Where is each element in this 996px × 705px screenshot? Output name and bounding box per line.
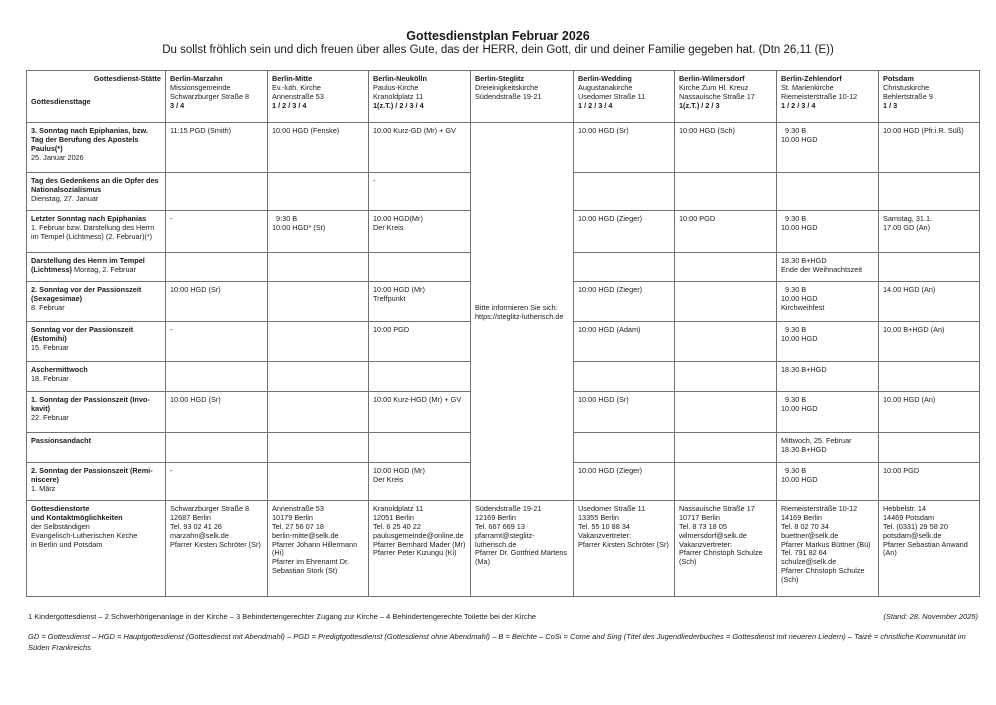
cell-line: niscere) xyxy=(31,474,59,484)
service-cell xyxy=(777,123,879,173)
service-cell xyxy=(268,362,369,392)
parish-church: Kirche Zum Hl. Kreuz xyxy=(679,82,749,92)
service-cell xyxy=(675,211,777,253)
parish-address: Nassauische Straße 17 xyxy=(679,91,755,101)
cell-line: Pfarrer Johann Hillermann xyxy=(272,539,358,549)
cell-line: 10:00 Kurz-HGD (Mr) + GV xyxy=(373,395,462,404)
cell-line: Treffpunkt xyxy=(373,293,406,303)
service-cell xyxy=(777,362,879,392)
header-label-location: Gottesdienst-Stätte xyxy=(93,74,161,83)
service-cell xyxy=(268,322,369,362)
cell-line: 9:30 B xyxy=(272,214,298,223)
service-cell xyxy=(268,173,369,211)
cell-line: Schwarzburger Straße 8 xyxy=(170,504,250,513)
service-day-cell xyxy=(27,211,166,253)
parish-address: Südendstraße 19-21 xyxy=(475,91,542,101)
cell-line: und Kontaktmöglichkeiten xyxy=(31,512,123,522)
cell-line: Tel. 667 669 13 xyxy=(475,521,525,531)
service-cell xyxy=(369,463,471,501)
service-day-cell xyxy=(27,282,166,322)
cell-line: 17.00 GD (An) xyxy=(883,222,931,232)
service-cell xyxy=(675,173,777,211)
contact-cell xyxy=(369,501,471,597)
service-cell xyxy=(675,282,777,322)
cell-line: (Sch) xyxy=(679,557,697,567)
cell-line: Pfarrer Markus Büttner (Bü) xyxy=(781,539,871,549)
service-cell xyxy=(268,211,369,253)
service-day-cell xyxy=(27,433,166,463)
cell-line: Evangelisch-Lutherischen Kirche xyxy=(31,530,138,540)
page-subtitle: Du sollst fröhlich sein und dich freuen über alles Gute, das der HERR, dein Gott, dir und deiner Familie gegeben hat. (Dtn 26,11 (E)) xyxy=(162,44,834,56)
service-cell xyxy=(574,211,675,253)
service-cell xyxy=(166,211,268,253)
cell-line: 10:00 HGD (Mr) xyxy=(373,466,425,475)
cell-line: Pfarrer Christoph Schulze xyxy=(781,566,865,576)
parish-header-cell xyxy=(471,71,574,123)
service-cell xyxy=(675,123,777,173)
service-cell xyxy=(574,322,675,362)
cell-line: Vakanzvertreter: xyxy=(578,530,631,540)
parish-church: Christuskirche xyxy=(883,82,930,92)
service-cell xyxy=(166,123,268,173)
cell-line: 10:00 HGD (Zieger) xyxy=(578,466,643,475)
cell-line: 10:00 HGD (Zieger) xyxy=(578,214,643,223)
service-day-cell xyxy=(27,362,166,392)
cell-line: wilmersdorf@selk.de xyxy=(679,530,747,540)
cell-line: 15. Februar xyxy=(31,342,69,352)
cell-line: 10.00 HGD xyxy=(781,293,818,303)
service-cell xyxy=(574,123,675,173)
cell-line: Annenstraße 53 xyxy=(272,504,324,513)
cell-line: Der Kreis xyxy=(373,474,404,484)
cell-line: 10:00 HGD* (St) xyxy=(272,222,326,232)
service-day-cell xyxy=(27,322,166,362)
service-cell xyxy=(166,322,268,362)
cell-line: Aschermittwoch xyxy=(31,365,88,374)
cell-line: Tel. 93 02 41 26 xyxy=(170,521,222,531)
service-cell xyxy=(166,433,268,463)
cell-line: Pfarrer Christoph Schulze xyxy=(679,548,763,558)
cell-line: 10.00 HGD xyxy=(781,333,818,343)
service-cell xyxy=(879,392,980,433)
cell-line: Samstag, 31.1. xyxy=(883,214,933,223)
parish-name: Berlin-Zehlendorf xyxy=(781,74,842,83)
service-day-cell xyxy=(27,173,166,211)
service-cell xyxy=(879,463,980,501)
cell-line: potsdam@selk.de xyxy=(883,530,942,540)
service-cell xyxy=(166,173,268,211)
cell-line: Pfarrer Peter Kizungu (Ki) xyxy=(373,548,457,558)
cell-line: paulusgemeinde@online.de xyxy=(373,530,464,540)
parish-header-cell xyxy=(369,71,471,123)
cell-line: 10:00 HGD (Sr) xyxy=(578,126,629,135)
contact-cell xyxy=(879,501,980,597)
service-plan-table xyxy=(26,70,980,597)
cell-line: Tag der Berufung des Apostels xyxy=(31,134,139,144)
cell-line: Pfarrer Kirsten Schröter (Sr) xyxy=(578,539,669,549)
parish-header-cell xyxy=(675,71,777,123)
cell-line: 10:00 PGD xyxy=(679,214,716,223)
cell-line: Letzter Sonntag nach Epiphanias xyxy=(31,214,147,223)
service-cell xyxy=(268,392,369,433)
parish-address: Usedomer Straße 11 xyxy=(578,91,646,101)
contact-cell xyxy=(777,501,879,597)
service-cell xyxy=(879,123,980,173)
cell-line: Nassauische Straße 17 xyxy=(679,504,755,513)
service-cell xyxy=(574,173,675,211)
service-cell xyxy=(675,433,777,463)
cell-line: 9.30 B xyxy=(781,214,807,223)
parish-header-cell xyxy=(574,71,675,123)
cell-line: (Ma) xyxy=(475,557,490,567)
cell-line: - xyxy=(170,214,173,223)
cell-line: 14169 Berlin xyxy=(781,512,822,522)
service-cell xyxy=(166,392,268,433)
cell-line: Riemeisterstraße 10-12 xyxy=(781,504,858,513)
cell-line: in Berlin und Potsdam xyxy=(31,539,103,549)
cell-line: 12051 Berlin xyxy=(373,512,414,522)
service-day-cell xyxy=(27,392,166,433)
cell-line: 1. März xyxy=(31,483,56,493)
accessibility-legend: 1 Kindergottesdienst – 2 Schwerhörigenanlage in der Kirche – 3 Behindertengerechter Zugang zur Kirche – 4 Behindertengerechte Toilette bei der Kirche xyxy=(28,612,537,621)
cell-line: 10.00 HGD xyxy=(781,222,818,232)
parish-codes: 3 / 4 xyxy=(170,100,185,110)
parish-church: Missionsgemeinde xyxy=(170,82,231,92)
service-cell xyxy=(777,463,879,501)
cell-line: 12687 Berlin xyxy=(170,512,211,522)
parish-church: Ev.-luth. Kirche xyxy=(272,82,321,92)
parish-header-cell xyxy=(268,71,369,123)
service-cell xyxy=(268,123,369,173)
cell-line: 25. Januar 2026 xyxy=(31,152,84,162)
cell-line: Gottesdienstorte xyxy=(31,504,90,513)
cell-line: - xyxy=(373,176,376,185)
cell-line: 10:00 PGD xyxy=(883,466,920,475)
cell-line: 10.00 HGD xyxy=(781,403,818,413)
cell-line: 18. Februar xyxy=(31,373,69,383)
cell-line: lutherisch.de xyxy=(475,539,517,549)
service-cell xyxy=(369,362,471,392)
service-cell xyxy=(166,282,268,322)
cell-line: 2. Sonntag der Passionszeit (Remi- xyxy=(31,466,153,475)
cell-line: Pfarrer Sebastian Anwand xyxy=(883,539,968,549)
cell-line: 18.30 B+HGD xyxy=(781,444,827,454)
parish-name: Berlin-Neukölln xyxy=(373,74,427,83)
cell-line: 10:00 HGD (Zieger) xyxy=(578,285,643,294)
abbreviation-legend: GD = Gottesdienst – HGD = Hauptgottesdienst (Gottesdienst mit Abendmahl) – PGD = Predigtgottesdienst (Gottesdienst ohne Abendmahl) – B = Beichte – CoSi = Come and Sing (Titel des Jugendliederbuches = Gottesdienst mit neueren Liedern) – Taizé = christliche Kommunität im Süden Frankreichs xyxy=(28,632,966,652)
cell-line: Mittwoch, 25. Februar xyxy=(781,436,852,445)
service-cell xyxy=(675,322,777,362)
contact-cell xyxy=(166,501,268,597)
service-cell xyxy=(268,253,369,282)
cell-line: Hebbelstr. 14 xyxy=(883,504,926,513)
cell-line: 10:00 HGD (Pfr.i.R. Süß) xyxy=(883,126,964,135)
service-cell xyxy=(777,433,879,463)
service-cell xyxy=(879,211,980,253)
steglitz-link[interactable]: https://steglitz-lutherisch.de xyxy=(475,311,564,321)
service-cell xyxy=(879,322,980,362)
service-cell xyxy=(777,282,879,322)
cell-line: 14.00 HGD (An) xyxy=(883,285,936,294)
cell-line: 12169 Berlin xyxy=(475,512,516,522)
cell-line: - xyxy=(170,466,173,475)
service-cell xyxy=(166,362,268,392)
service-cell xyxy=(777,392,879,433)
cell-line: 10:00 HGD (Sr) xyxy=(578,395,629,404)
cell-line: 13355 Berlin xyxy=(578,512,619,522)
steglitz-merged-cell xyxy=(471,123,574,501)
service-cell xyxy=(369,123,471,173)
cell-line: 10.00 HGD (An) xyxy=(883,395,936,404)
parish-address: Schwarzburger Straße 8 xyxy=(170,91,250,101)
parish-church: Dreieinigkeitskirche xyxy=(475,82,539,92)
cell-line: (Sexagesimae) xyxy=(31,293,83,303)
cell-line: 10:00 HGD (Sch) xyxy=(679,126,735,135)
cell-line: 9.30 B xyxy=(781,285,807,294)
cell-line: Pfarrer Kirsten Schröter (Sr) xyxy=(170,539,261,549)
cell-line: 10:00 HGD (Fenske) xyxy=(272,126,340,135)
cell-line: Ende der Weihnachtszeit xyxy=(781,264,862,274)
cell-line: 14469 Potsdam xyxy=(883,512,935,522)
cell-line: pfarramt@steglitz- xyxy=(475,530,535,540)
cell-line: 2. Sonntag vor der Passionszeit xyxy=(31,285,142,294)
parish-church: Augustanakirche xyxy=(578,82,633,92)
parish-codes: 1 / 2 / 3 / 4 xyxy=(272,100,307,110)
cell-line: Passionsandacht xyxy=(31,436,92,445)
cell-line: 10:00 HGD (Adam) xyxy=(578,325,641,334)
cell-line: 10179 Berlin xyxy=(272,512,313,522)
steglitz-note: Bitte informieren Sie sich: xyxy=(475,302,558,312)
parish-header-cell xyxy=(879,71,980,123)
cell-line: 18.30 B+HGD xyxy=(781,256,827,265)
day-date-part: Montag, 2. Februar xyxy=(71,264,137,274)
cell-line: Darstellung des Herrn im Tempel xyxy=(31,256,145,265)
contact-cell xyxy=(268,501,369,597)
header-corner-cell xyxy=(27,71,166,123)
cell-line: Dienstag, 27. Januar xyxy=(31,193,99,203)
cell-line: 10.00 HGD xyxy=(781,474,818,484)
service-day-row xyxy=(27,123,980,173)
parish-codes: 1 / 2 / 3 / 4 xyxy=(578,100,613,110)
parish-name: Berlin-Wilmersdorf xyxy=(679,74,745,83)
cell-line: Pfarrer Dr. Gottfried Martens xyxy=(475,548,568,558)
cell-line: 10:00 HGD (Mr) xyxy=(373,285,425,294)
service-cell xyxy=(268,282,369,322)
parish-address: Annenstraße 53 xyxy=(272,91,324,101)
cell-line: 11:15 PGD (Smith) xyxy=(170,126,232,135)
cell-line: Tel. 8 02 70 34 xyxy=(781,521,829,531)
cell-line: 10:00 PGD xyxy=(373,325,410,334)
parish-codes: 1 / 2 / 3 / 4 xyxy=(781,100,816,110)
cell-line: berlin-mitte@selk.de xyxy=(272,530,339,540)
parish-codes: 1 / 3 xyxy=(883,100,898,110)
cell-line: (Sch) xyxy=(781,575,799,585)
parish-address: Riemeisterstraße 10-12 xyxy=(781,91,858,101)
cell-line: Sonntag vor der Passionszeit xyxy=(31,325,134,334)
cell-line: - xyxy=(170,325,173,334)
parish-name: Berlin-Marzahn xyxy=(170,74,223,83)
service-cell xyxy=(369,211,471,253)
service-cell xyxy=(369,173,471,211)
cell-line: 8. Februar xyxy=(31,302,65,312)
cell-line: 10.00 HGD xyxy=(781,134,818,144)
service-cell xyxy=(166,253,268,282)
cell-line: Nationalsozialismus xyxy=(31,184,102,194)
service-cell xyxy=(675,362,777,392)
service-cell xyxy=(369,433,471,463)
cell-line: 9.30 B xyxy=(781,466,807,475)
cell-line: kavit) xyxy=(31,403,51,413)
cell-line: 10717 Berlin xyxy=(679,512,720,522)
service-cell xyxy=(166,463,268,501)
service-cell xyxy=(369,253,471,282)
service-cell xyxy=(574,463,675,501)
contact-label-cell xyxy=(27,501,166,597)
service-cell xyxy=(675,253,777,282)
contact-row xyxy=(27,501,980,597)
parish-address: Behlertstraße 9 xyxy=(883,91,933,101)
contact-cell xyxy=(574,501,675,597)
cell-line: Tel. 8 73 18 05 xyxy=(679,521,727,531)
cell-line: Sebastian Stork (St) xyxy=(272,566,338,576)
cell-line: buettner@selk.de xyxy=(781,530,839,540)
cell-line: 3. Sonntag nach Epiphanias, bzw. xyxy=(31,126,148,135)
cell-line: 22. Februar xyxy=(31,412,69,422)
service-cell xyxy=(574,282,675,322)
cell-line: 1. Februar bzw. Darstellung des Herrn xyxy=(31,222,155,232)
page-title: Gottesdienstplan Februar 2026 xyxy=(406,29,590,43)
parish-header-cell xyxy=(777,71,879,123)
parish-codes: 1(z.T.) / 2 / 3 xyxy=(679,100,720,110)
service-cell xyxy=(369,282,471,322)
parish-church: Paulus-Kirche xyxy=(373,82,419,92)
service-cell xyxy=(369,392,471,433)
cell-line: Kranoldplatz 11 xyxy=(373,504,424,513)
service-cell xyxy=(675,392,777,433)
service-cell xyxy=(777,253,879,282)
cell-line: 9.30 B xyxy=(781,395,807,404)
cell-line: Paulus(*) xyxy=(31,143,63,153)
parish-church: St. Marienkirche xyxy=(781,82,834,92)
service-cell xyxy=(574,392,675,433)
cell-line: 10:00 HGD (Sr) xyxy=(170,285,221,294)
parish-name: Berlin-Wedding xyxy=(578,74,632,83)
service-cell xyxy=(777,173,879,211)
cell-line: der Selbständigen xyxy=(31,521,90,531)
parish-name: Berlin-Steglitz xyxy=(475,74,525,83)
service-cell xyxy=(879,362,980,392)
cell-line: (Hi) xyxy=(272,548,284,558)
cell-line: Kirchweihfest xyxy=(781,302,825,312)
cell-line: 9.30 B xyxy=(781,325,807,334)
service-cell xyxy=(879,282,980,322)
cell-line: marzahn@selk.de xyxy=(170,530,229,540)
service-day-cell xyxy=(27,123,166,173)
contact-cell xyxy=(471,501,574,597)
service-day-cell xyxy=(27,463,166,501)
service-cell xyxy=(268,463,369,501)
cell-line: 10:00 Kurz-GD (Mr) + GV xyxy=(373,126,456,135)
service-cell xyxy=(574,433,675,463)
cell-line: Tel. 27 56 07 18 xyxy=(272,521,324,531)
cell-line: Vakanzvertreter: xyxy=(679,539,732,549)
cell-line: 9.30 B xyxy=(781,126,807,135)
contact-cell xyxy=(675,501,777,597)
day-bold-part: (Lichtmess) xyxy=(31,264,72,274)
cell-line: Der Kreis xyxy=(373,222,404,232)
service-cell xyxy=(574,362,675,392)
cell-line: 10:00 HGD(Mr) xyxy=(373,214,423,223)
cell-line xyxy=(31,266,161,275)
cell-line: 10.00 B+HGD (An) xyxy=(883,325,945,334)
header-row xyxy=(27,71,980,123)
cell-line: Südendstraße 19-21 xyxy=(475,504,542,513)
cell-line: 18.30 B+HGD xyxy=(781,365,827,374)
service-cell xyxy=(574,253,675,282)
cell-line: Usedomer Straße 11 xyxy=(578,504,646,513)
service-cell xyxy=(369,322,471,362)
cell-line: schulze@selk.de xyxy=(781,557,837,567)
cell-line: (An) xyxy=(883,548,897,558)
parish-codes: 1(z.T.) / 2 / 3 / 4 xyxy=(373,100,424,110)
parish-address: Kranoldplatz 11 xyxy=(373,91,424,101)
stand-date: (Stand: 28. November 2025) xyxy=(883,612,978,621)
service-cell xyxy=(777,211,879,253)
cell-line: im Tempel (Lichtmess) (2. Februar)(*) xyxy=(31,231,153,241)
cell-line: (Estomihi) xyxy=(31,333,67,343)
service-cell xyxy=(879,433,980,463)
service-cell xyxy=(879,173,980,211)
cell-line: Pfarrer im Ehrenamt Dr. xyxy=(272,557,350,567)
service-cell xyxy=(777,322,879,362)
service-cell xyxy=(268,433,369,463)
cell-line: Tel. 791 82 64 xyxy=(781,548,827,558)
service-cell xyxy=(675,463,777,501)
service-cell xyxy=(879,253,980,282)
parish-name: Berlin-Mitte xyxy=(272,74,313,83)
cell-line: Tel. 6 25 40 22 xyxy=(373,521,421,531)
parish-name: Potsdam xyxy=(883,74,914,83)
parish-header-cell xyxy=(166,71,268,123)
cell-line: 10:00 HGD (Sr) xyxy=(170,395,221,404)
cell-line: Tag des Gedenkens an die Opfer des xyxy=(31,176,159,185)
cell-line: 1. Sonntag der Passionszeit (Invo- xyxy=(31,395,150,404)
cell-line: Tel. (0331) 29 58 20 xyxy=(883,521,948,531)
cell-line: Tel. 55 10 88 34 xyxy=(578,521,630,531)
header-label-days: Gottesdiensttage xyxy=(31,96,91,106)
service-day-cell xyxy=(27,253,166,282)
cell-line: Pfarrer Bernhard Mader (Mr) xyxy=(373,539,466,549)
